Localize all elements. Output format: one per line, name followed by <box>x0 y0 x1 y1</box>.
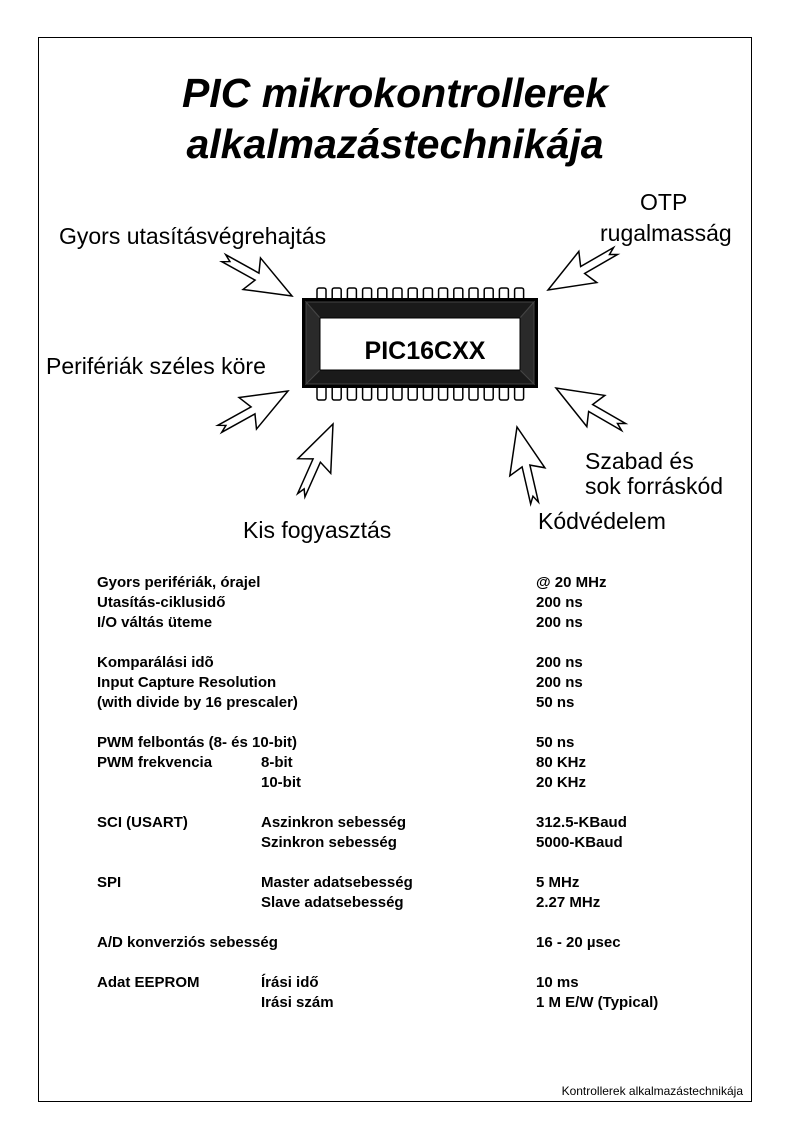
spec-row <box>97 874 717 894</box>
chip-pin <box>423 386 432 400</box>
feature-otp: OTP <box>640 189 688 215</box>
spec-row <box>97 834 717 854</box>
chip-pin <box>469 386 478 400</box>
spec-name: (with divide by 16 prescaler) <box>97 694 298 711</box>
spec-subname: 8-bit <box>261 754 293 771</box>
feature-kodvedelem: Kódvédelem <box>538 508 666 534</box>
spec-value: 20 KHz <box>536 774 587 791</box>
chip-pin <box>515 386 524 400</box>
spec-row <box>97 654 717 674</box>
chip-pins-bottom <box>317 386 524 400</box>
chip-pin <box>347 386 356 400</box>
chip-pin <box>484 386 493 400</box>
spec-row <box>97 694 717 714</box>
spec-row <box>97 614 717 634</box>
spec-row <box>97 994 717 1014</box>
feature-forraskod: sok forráskód <box>585 473 724 499</box>
footer-text: Kontrollerek alkalmazástechnikája <box>561 1084 743 1098</box>
spec-name: PWM frekvencia <box>97 754 213 771</box>
spec-subname: Írási idő <box>261 974 319 991</box>
spec-spacer <box>97 914 717 934</box>
spec-subname: Irási szám <box>261 994 334 1011</box>
spec-row <box>97 814 717 834</box>
spec-row <box>97 894 717 914</box>
feature-gyors: Gyors utasításvégrehajtás <box>59 223 327 249</box>
spec-row <box>97 594 717 614</box>
feature-szabad: Szabad és <box>585 448 694 474</box>
spec-name: Input Capture Resolution <box>97 674 277 691</box>
spec-value: 1 M E/W (Typical) <box>536 994 659 1011</box>
spec-row <box>97 734 717 754</box>
spec-value: 200 ns <box>536 674 583 691</box>
spec-spacer <box>97 954 717 974</box>
chip-pin <box>393 386 402 400</box>
spec-value: 312.5-KBaud <box>536 814 627 831</box>
spec-value: 200 ns <box>536 614 583 631</box>
arrow-upper-left <box>215 242 301 311</box>
spec-row <box>97 674 717 694</box>
spec-subname: Master adatsebesség <box>261 874 413 891</box>
spec-name: I/O váltás üteme <box>97 614 213 631</box>
arrow-mid-right <box>547 372 633 442</box>
feature-rugalmassag: rugalmasság <box>600 220 732 246</box>
spec-value: 200 ns <box>536 654 583 671</box>
spec-name: A/D konverziós sebesség <box>97 934 278 951</box>
chip-pin <box>317 386 326 400</box>
chip-label: PIC16CXX <box>364 337 486 365</box>
feature-kis-fogyasztas: Kis fogyasztás <box>243 517 392 543</box>
spec-name: Utasítás-ciklusidő <box>97 594 226 611</box>
spec-spacer <box>97 854 717 874</box>
arrow-mid-left <box>211 375 297 444</box>
spec-row <box>97 974 717 994</box>
chip-pin <box>499 386 508 400</box>
spec-subname: Szinkron sebesség <box>261 834 397 851</box>
spec-name: Gyors perifériák, órajel <box>97 574 261 591</box>
chip-pin <box>408 386 417 400</box>
chip-pin <box>363 386 372 400</box>
spec-spacer <box>97 634 717 654</box>
spec-row <box>97 754 717 774</box>
spec-subname: 10-bit <box>261 774 302 791</box>
spec-name: SCI (USART) <box>97 814 188 831</box>
spec-value: 10 ms <box>536 974 579 991</box>
chip-pin <box>378 386 387 400</box>
spec-value: 80 KHz <box>536 754 587 771</box>
spec-subname: Slave adatsebesség <box>261 894 404 911</box>
spec-name: SPI <box>97 874 122 891</box>
spec-value: 5 MHz <box>536 874 580 891</box>
spec-row <box>97 774 717 794</box>
spec-name: PWM felbontás (8- és 10-bit) <box>97 734 298 751</box>
feature-periferiak: Perifériák széles köre <box>46 353 266 379</box>
spec-row <box>97 934 717 954</box>
spec-name: Adat EEPROM <box>97 974 200 991</box>
arrow-bottom-center-left <box>285 417 350 503</box>
spec-subname: Aszinkron sebesség <box>261 814 407 831</box>
spec-value: 50 ns <box>536 694 575 711</box>
spec-spacer <box>97 794 717 814</box>
spec-spacer <box>97 714 717 734</box>
spec-value: @ 20 MHz <box>536 574 607 591</box>
page-title-line1: PIC mikrokontrollerek <box>181 70 609 116</box>
spec-value: 2.27 MHz <box>536 894 601 911</box>
page-title-line2: alkalmazástechnikája <box>186 121 604 167</box>
spec-value: 16 - 20 µsec <box>536 934 621 951</box>
chip-pin <box>454 386 463 400</box>
spec-table <box>97 574 717 1014</box>
chip-pin <box>439 386 448 400</box>
spec-value: 50 ns <box>536 734 575 751</box>
spec-value: 5000-KBaud <box>536 834 623 851</box>
arrow-bottom-center-right <box>499 423 552 507</box>
spec-value: 200 ns <box>536 594 583 611</box>
spec-name: Komparálási idõ <box>97 654 214 671</box>
chip-pin <box>332 386 341 400</box>
spec-row <box>97 574 717 594</box>
